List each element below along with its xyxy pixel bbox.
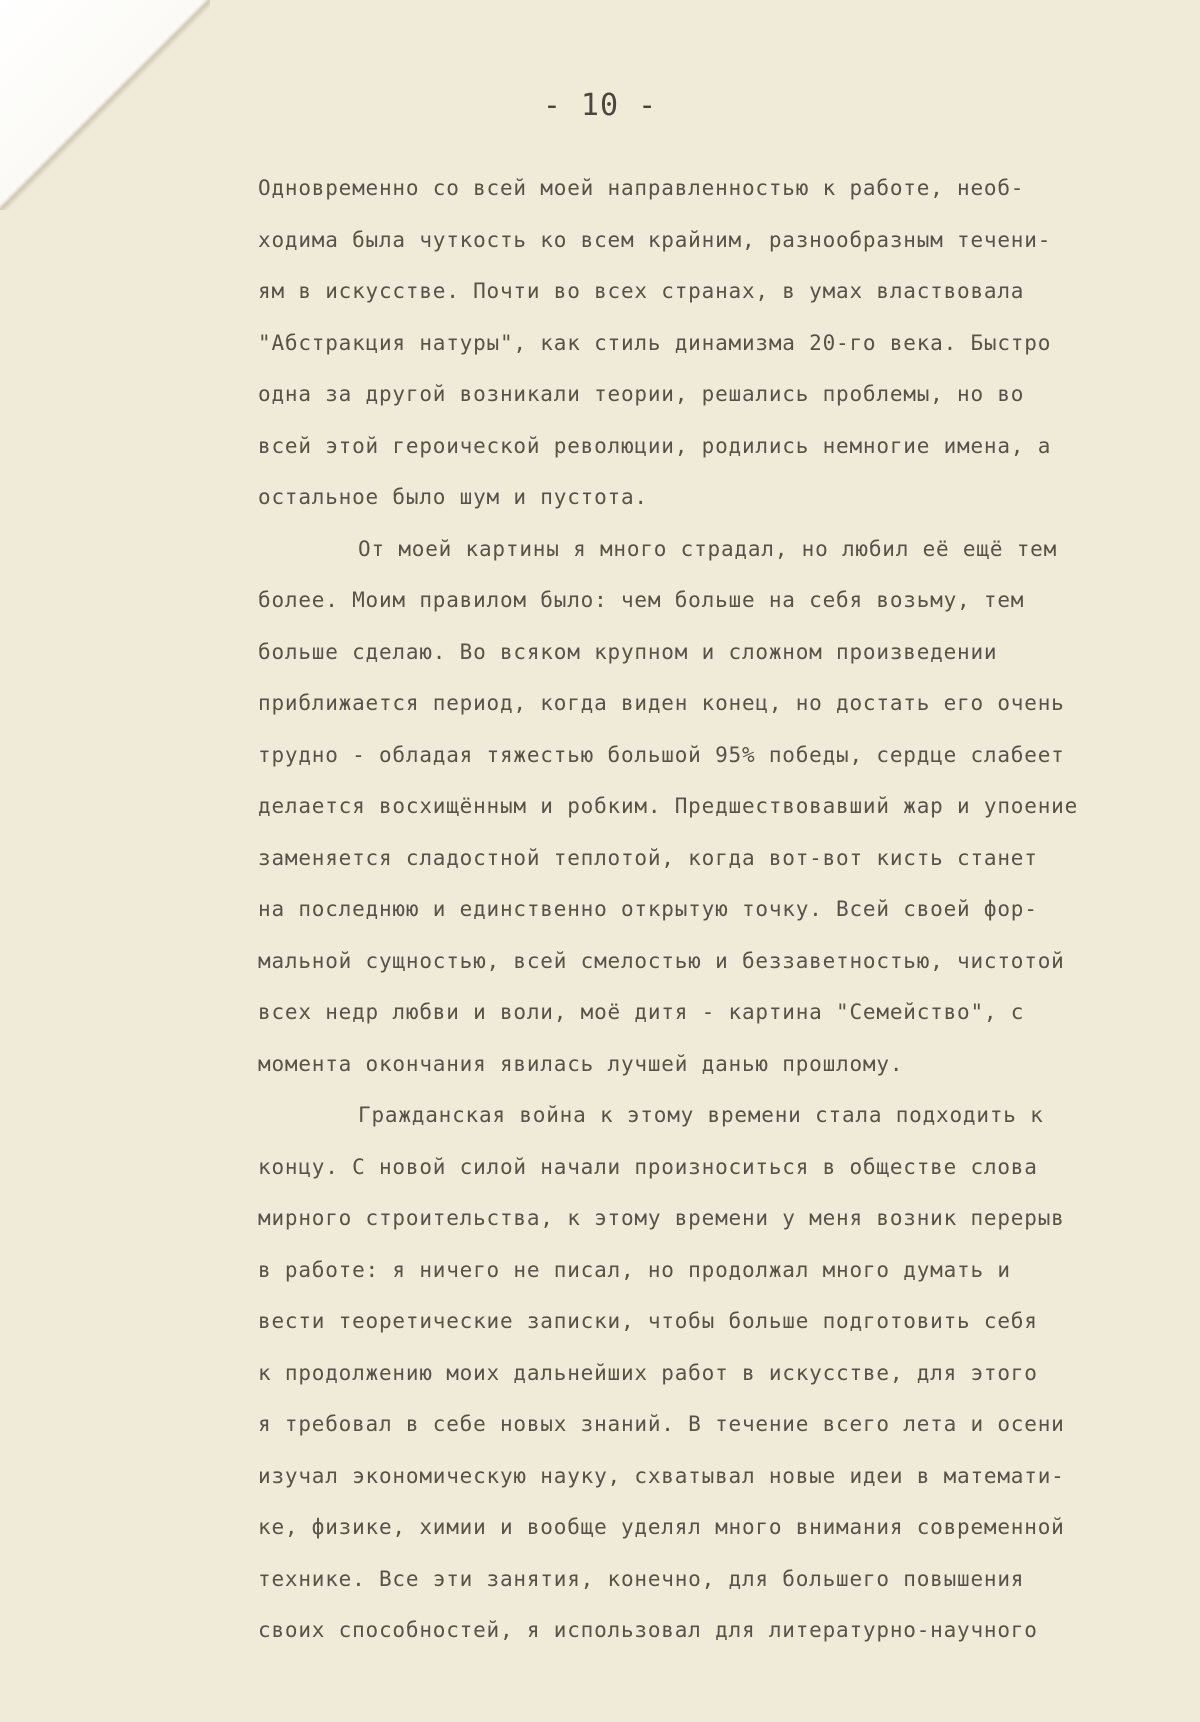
text-line: мальной сущностью, всей смелостью и беззаветностью, чистотой <box>258 948 1065 973</box>
text-line: более. Моим правилом было: чем больше на себя возьму, тем <box>258 588 1025 612</box>
text-line: вести теоретические записки, чтобы больше подготовить себя <box>258 1309 1038 1333</box>
text-line: приближается период, когда виден конец, но достать его очень <box>258 691 1065 715</box>
text-line: больше сделаю. Во всяком крупном и сложном произведении <box>258 639 998 664</box>
page-number: - 10 - <box>542 88 658 123</box>
text-line: всей этой героической революции, родились немногие имена, а <box>258 433 1052 458</box>
text-line: ям в искусстве. Почти во всех странах, в умах властвовала <box>258 279 1025 303</box>
text-line: Гражданская война к этому времени стала подходить к <box>358 1103 1044 1127</box>
text-line: момента окончания явилась лучшей данью прошлому. <box>258 1051 904 1076</box>
text-line: мирного строительства, к этому времени у меня возник перерыв <box>258 1206 1065 1230</box>
text-line: ке, физике, химии и вообще уделял много внимания современной <box>258 1515 1065 1539</box>
text-line: я требовал в себе новых знаний. В течение всего лета и осени <box>258 1412 1065 1436</box>
text-line: концу. С новой силой начали произноситься в обществе слова <box>258 1154 1038 1179</box>
text-line: остальное было шум и пустота. <box>258 485 648 509</box>
text-line: трудно - обладая тяжестью большой 95% победы, сердце слабеет <box>258 742 1065 767</box>
text-line: своих способностей, я использовал для литературно-научного <box>258 1618 1038 1642</box>
typewritten-text <box>258 163 1200 1657</box>
text-line: изучал экономическую науку, схватывал новые идеи в математи- <box>258 1463 1065 1488</box>
text-line: Одновременно со всей моей направленностью к работе, необ- <box>258 176 1025 200</box>
text-line: От моей картины я много страдал, но любил её ещё тем <box>358 536 1058 561</box>
text-line: в работе: я ничего не писал, но продолжал много думать и <box>258 1257 1011 1282</box>
text-line: одна за другой возникали теории, решались проблемы, но во <box>258 382 1025 406</box>
text-line: ходима была чуткость ко всем крайним, разнообразным течени- <box>258 227 1052 252</box>
text-line: всех недр любви и воли, моё дитя - картина "Семейство", с <box>258 1000 1025 1024</box>
text-line: к продолжению моих дальнейших работ в искусстве, для этого <box>258 1360 1038 1385</box>
text-line: заменяется сладостной теплотой, когда вот-вот кисть станет <box>258 845 1038 870</box>
text-line: "Абстракция натуры", как стиль динамизма 20-го века. Быстро <box>258 330 1052 355</box>
text-line: делается восхищённым и робким. Предшествовавший жар и упоение <box>258 794 1079 818</box>
text-line: на последнюю и единственно открытую точку. Всей своей фор- <box>258 897 1038 921</box>
text-line: технике. Все эти занятия, конечно, для большего повышения <box>258 1566 1025 1591</box>
